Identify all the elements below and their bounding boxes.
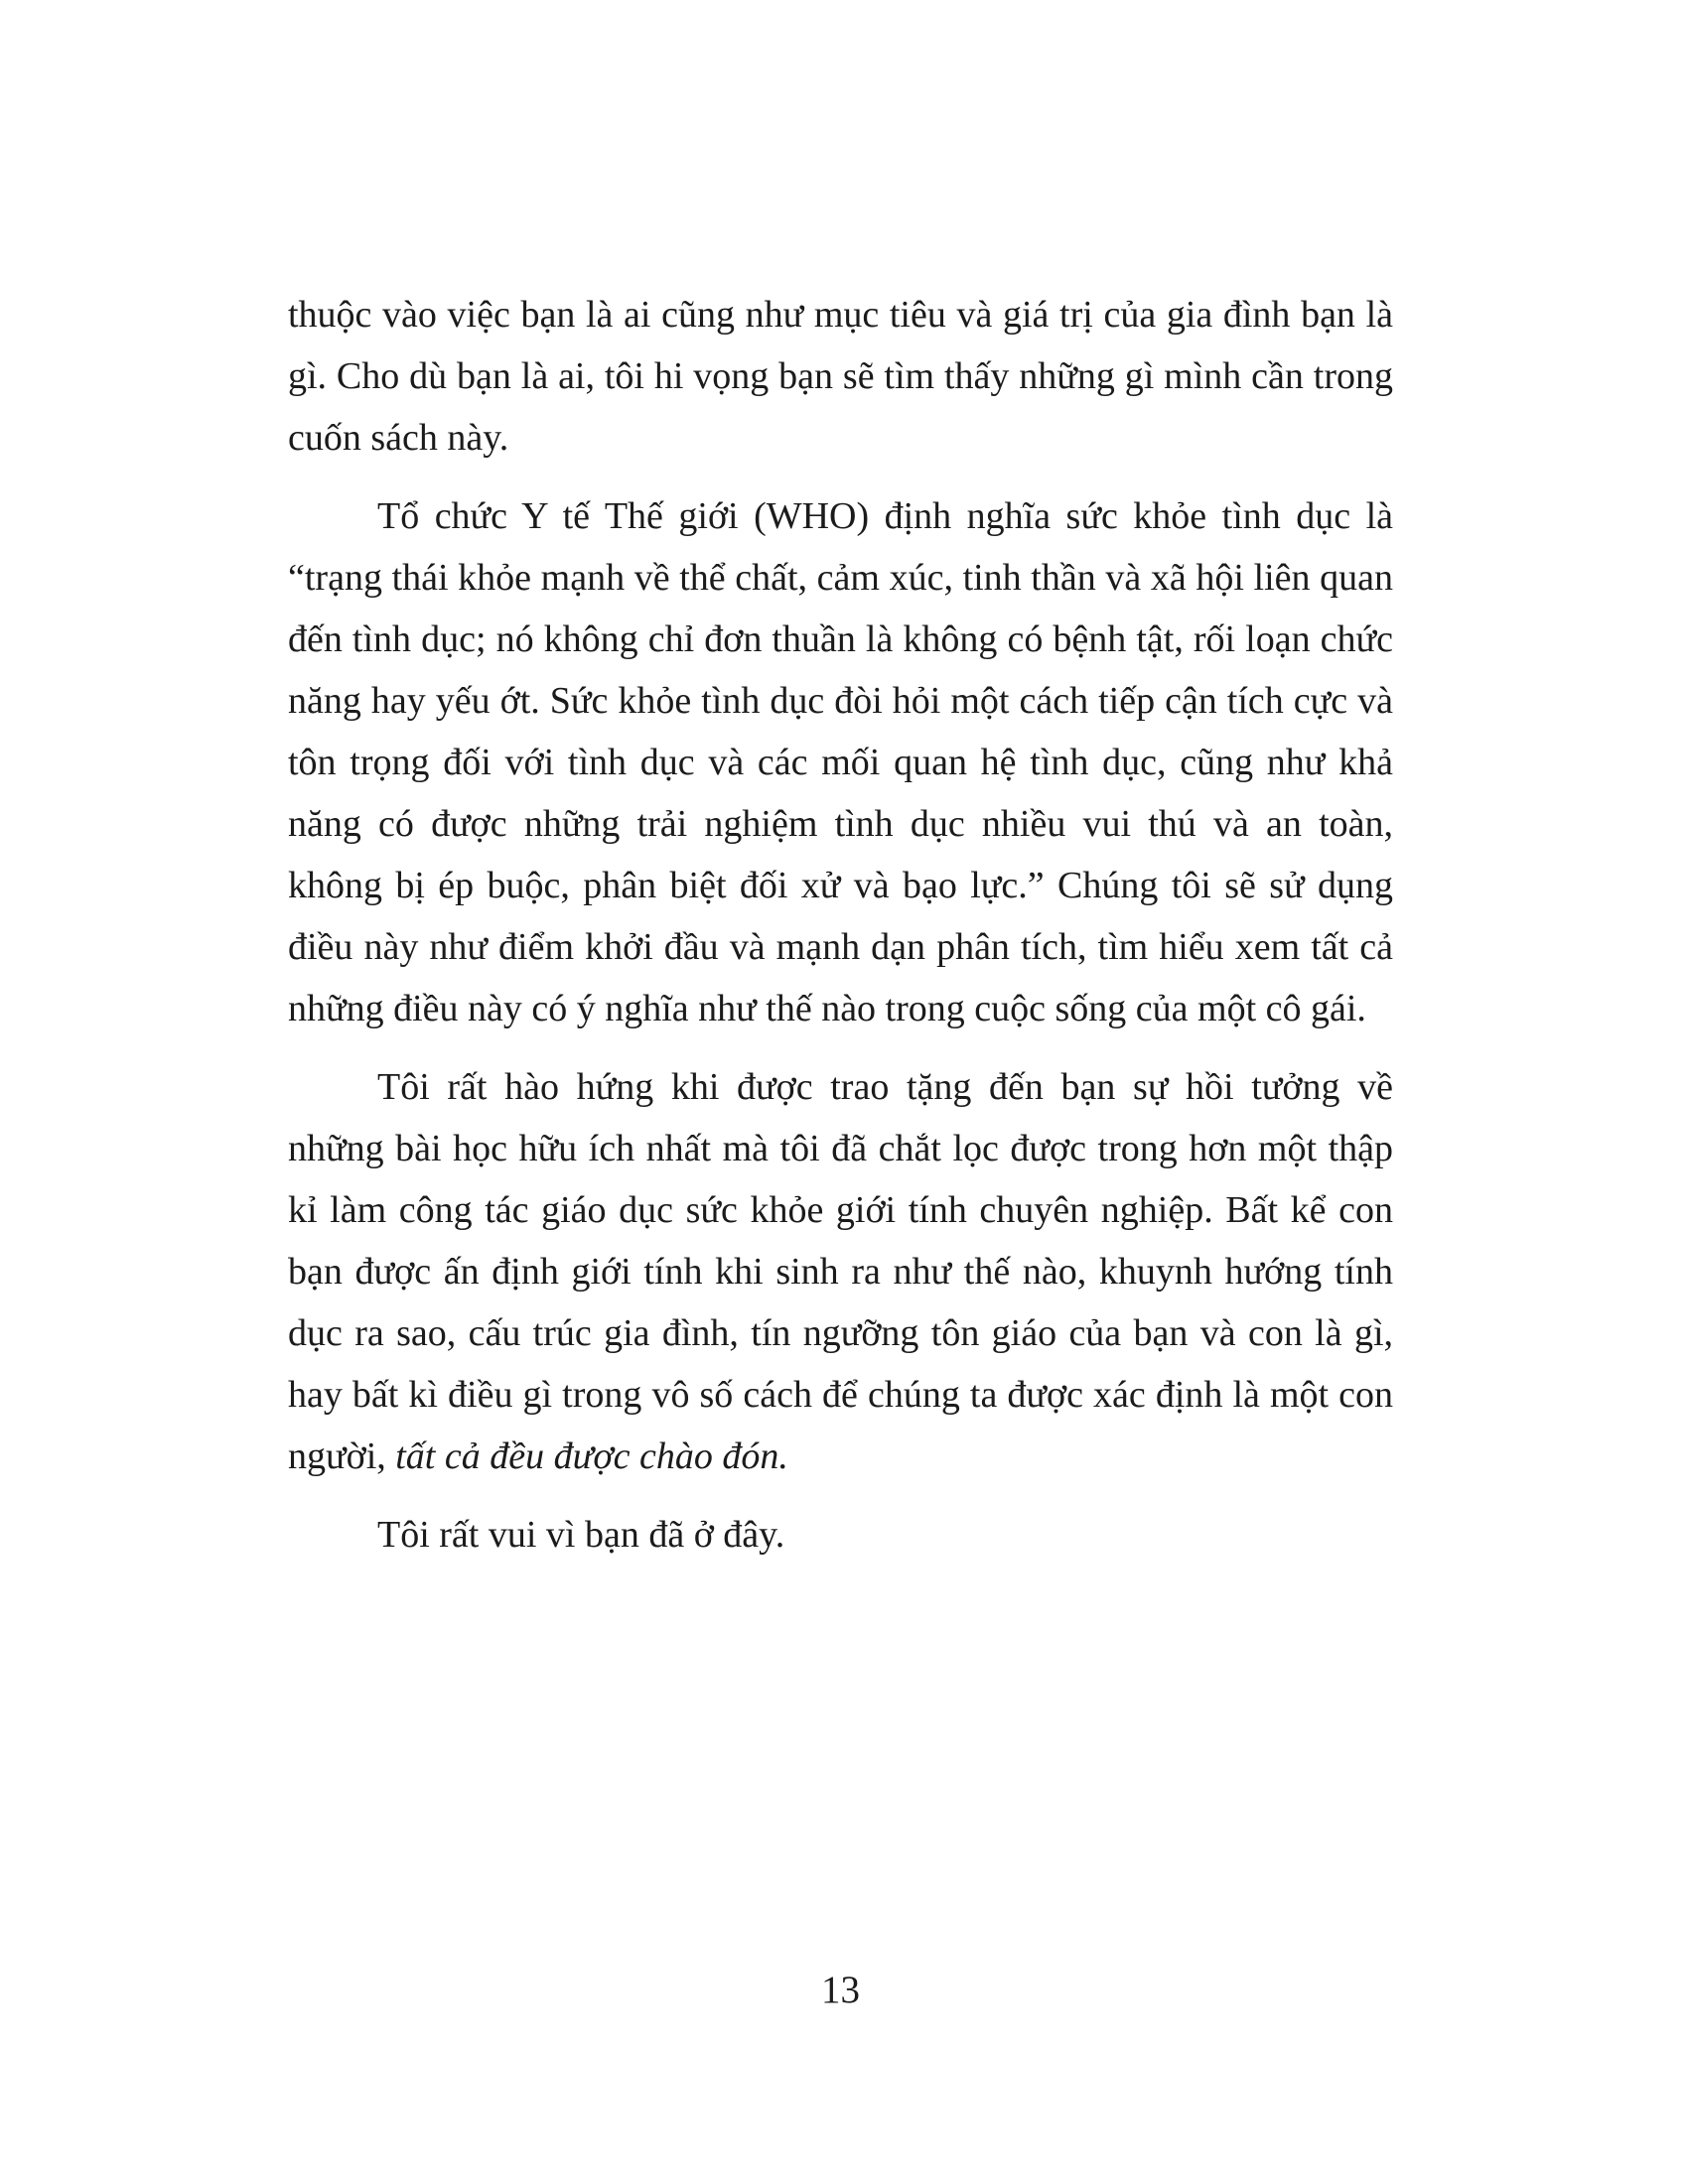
- paragraph: [288, 485, 1393, 1039]
- paragraph: [288, 1504, 1393, 1566]
- text-run: Tôi rất vui vì bạn đã ở đây.: [377, 1514, 785, 1556]
- page-number: 13: [821, 1969, 860, 2011]
- paragraph: [288, 284, 1393, 469]
- text-run: Tổ chức Y tế Thế giới (WHO) định nghĩa sức khỏe tình dục là “trạng thái khỏe mạnh về thể chất, cảm xúc, tinh thần và xã hội liên quan đến tình dục; nó không chỉ đơn thuần là không có bệnh tật, rối loạn chức năng hay yếu ớt. Sức khỏe tình dục đòi hỏi một cách tiếp cận tích cực và tôn trọng đối với tình dục và các mối quan hệ tình dục, cũng như khả năng có được những trải nghiệm tình dục nhiều vui thú và an toàn, không bị ép buộc, phân biệt đối xử và bạo lực.” Chúng tôi sẽ sử dụng điều này như điểm khởi đầu và mạnh dạn phân tích, tìm hiểu xem tất cả những điều này có ý nghĩa như thế nào trong cuộc sống của một cô gái.: [288, 495, 1393, 1029]
- body-text: [288, 284, 1393, 1582]
- paragraph: [288, 1056, 1393, 1487]
- text-run-italic: tất cả đều được chào đón.: [395, 1435, 788, 1477]
- text-run: Tôi rất hào hứng khi được trao tặng đến bạn sự hồi tưởng về những bài học hữu ích nhất mà tôi đã chắt lọc được trong hơn một thập kỉ làm công tác giáo dục sức khỏe giới tính chuyên nghiệp. Bất kể con bạn được ấn định giới tính khi sinh ra như thế nào, khuynh hướng tính dục ra sao, cấu trúc gia đình, tín ngưỡng tôn giáo của bạn và con là gì, hay bất kì điều gì trong vô số cách để chúng ta được xác định là một con người,: [288, 1066, 1393, 1477]
- text-run: thuộc vào việc bạn là ai cũng như mục tiêu và giá trị của gia đình bạn là gì. Cho dù bạn là ai, tôi hi vọng bạn sẽ tìm thấy những gì mình cần trong cuốn sách này.: [288, 294, 1393, 459]
